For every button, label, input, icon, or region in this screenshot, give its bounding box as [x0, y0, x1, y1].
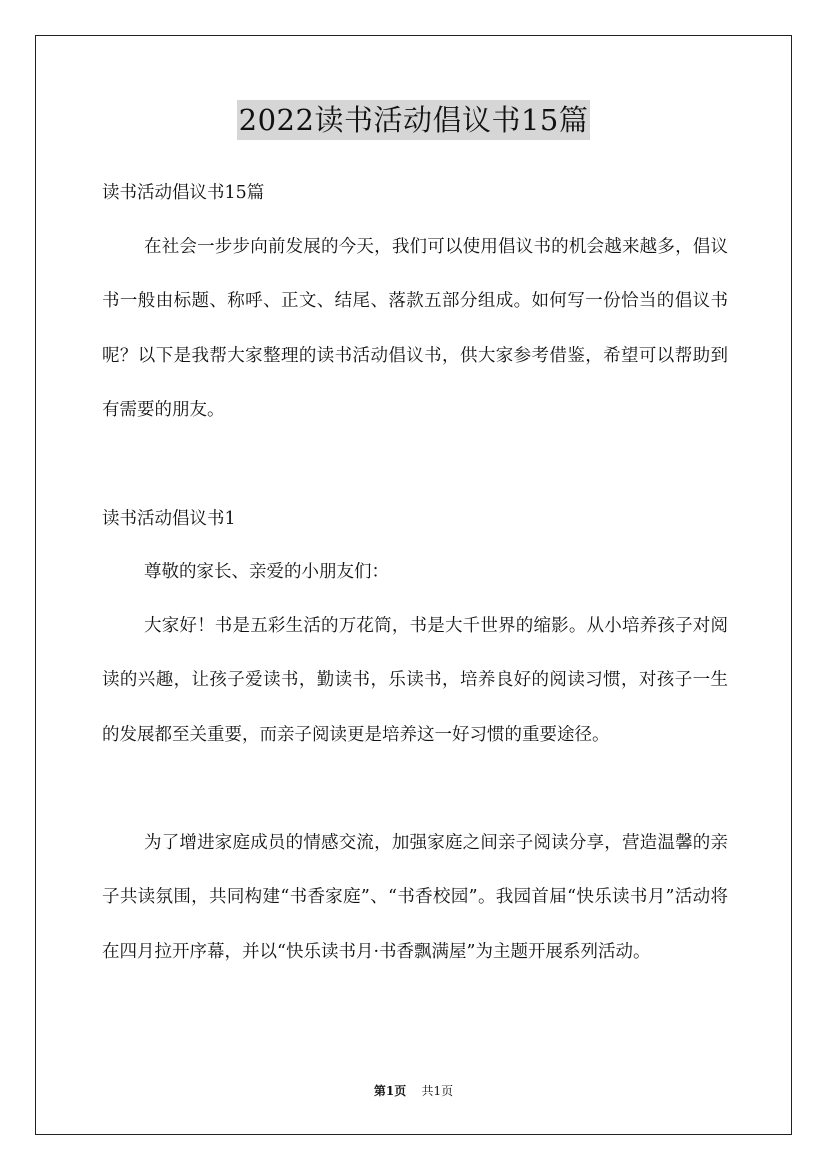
document-subtitle: 读书活动倡议书15篇	[102, 183, 265, 203]
page-total: 共1页	[421, 1084, 454, 1098]
intro-paragraph: 在社会一步步向前发展的今天，我们可以使用倡议书的机会越来越多，倡议书一般由标题、称呼、正文、结尾、落款五部分组成。如何写一份恰当的倡议书呢？以下是我帮大家整理的读书活动倡议书，供大家参考借鉴，希望可以帮助到有需要的朋友。	[102, 237, 728, 420]
body-paragraph-1: 大家好！书是五彩生活的万花筒，书是大千世界的缩影。从小培养孩子对阅读的兴趣，让孩子爱读书，勤读书，乐读书，培养良好的阅读习惯，对孩子一生的发展都至关重要，而亲子阅读更是培养这一好习惯的重要途径。	[102, 616, 728, 745]
title-container	[0, 100, 827, 140]
section-heading: 读书活动倡议书1	[102, 509, 236, 529]
body-paragraph-2: 为了增进家庭成员的情感交流，加强家庭之间亲子阅读分享，营造温馨的亲子共读氛围，共同构建“书香家庭”、“书香校园”。我园首届“快乐读书月”活动将在四月拉开序幕，并以“快乐读书月·书香飘满屋”为主题开展系列活动。	[102, 833, 728, 962]
page-number: 第1页	[373, 1084, 407, 1098]
document-title: 2022读书活动倡议书15篇	[237, 100, 591, 140]
salutation: 尊敬的家长、亲爱的小朋友们：	[144, 562, 389, 582]
page-footer	[0, 1083, 827, 1099]
footer-gap	[410, 1084, 418, 1098]
